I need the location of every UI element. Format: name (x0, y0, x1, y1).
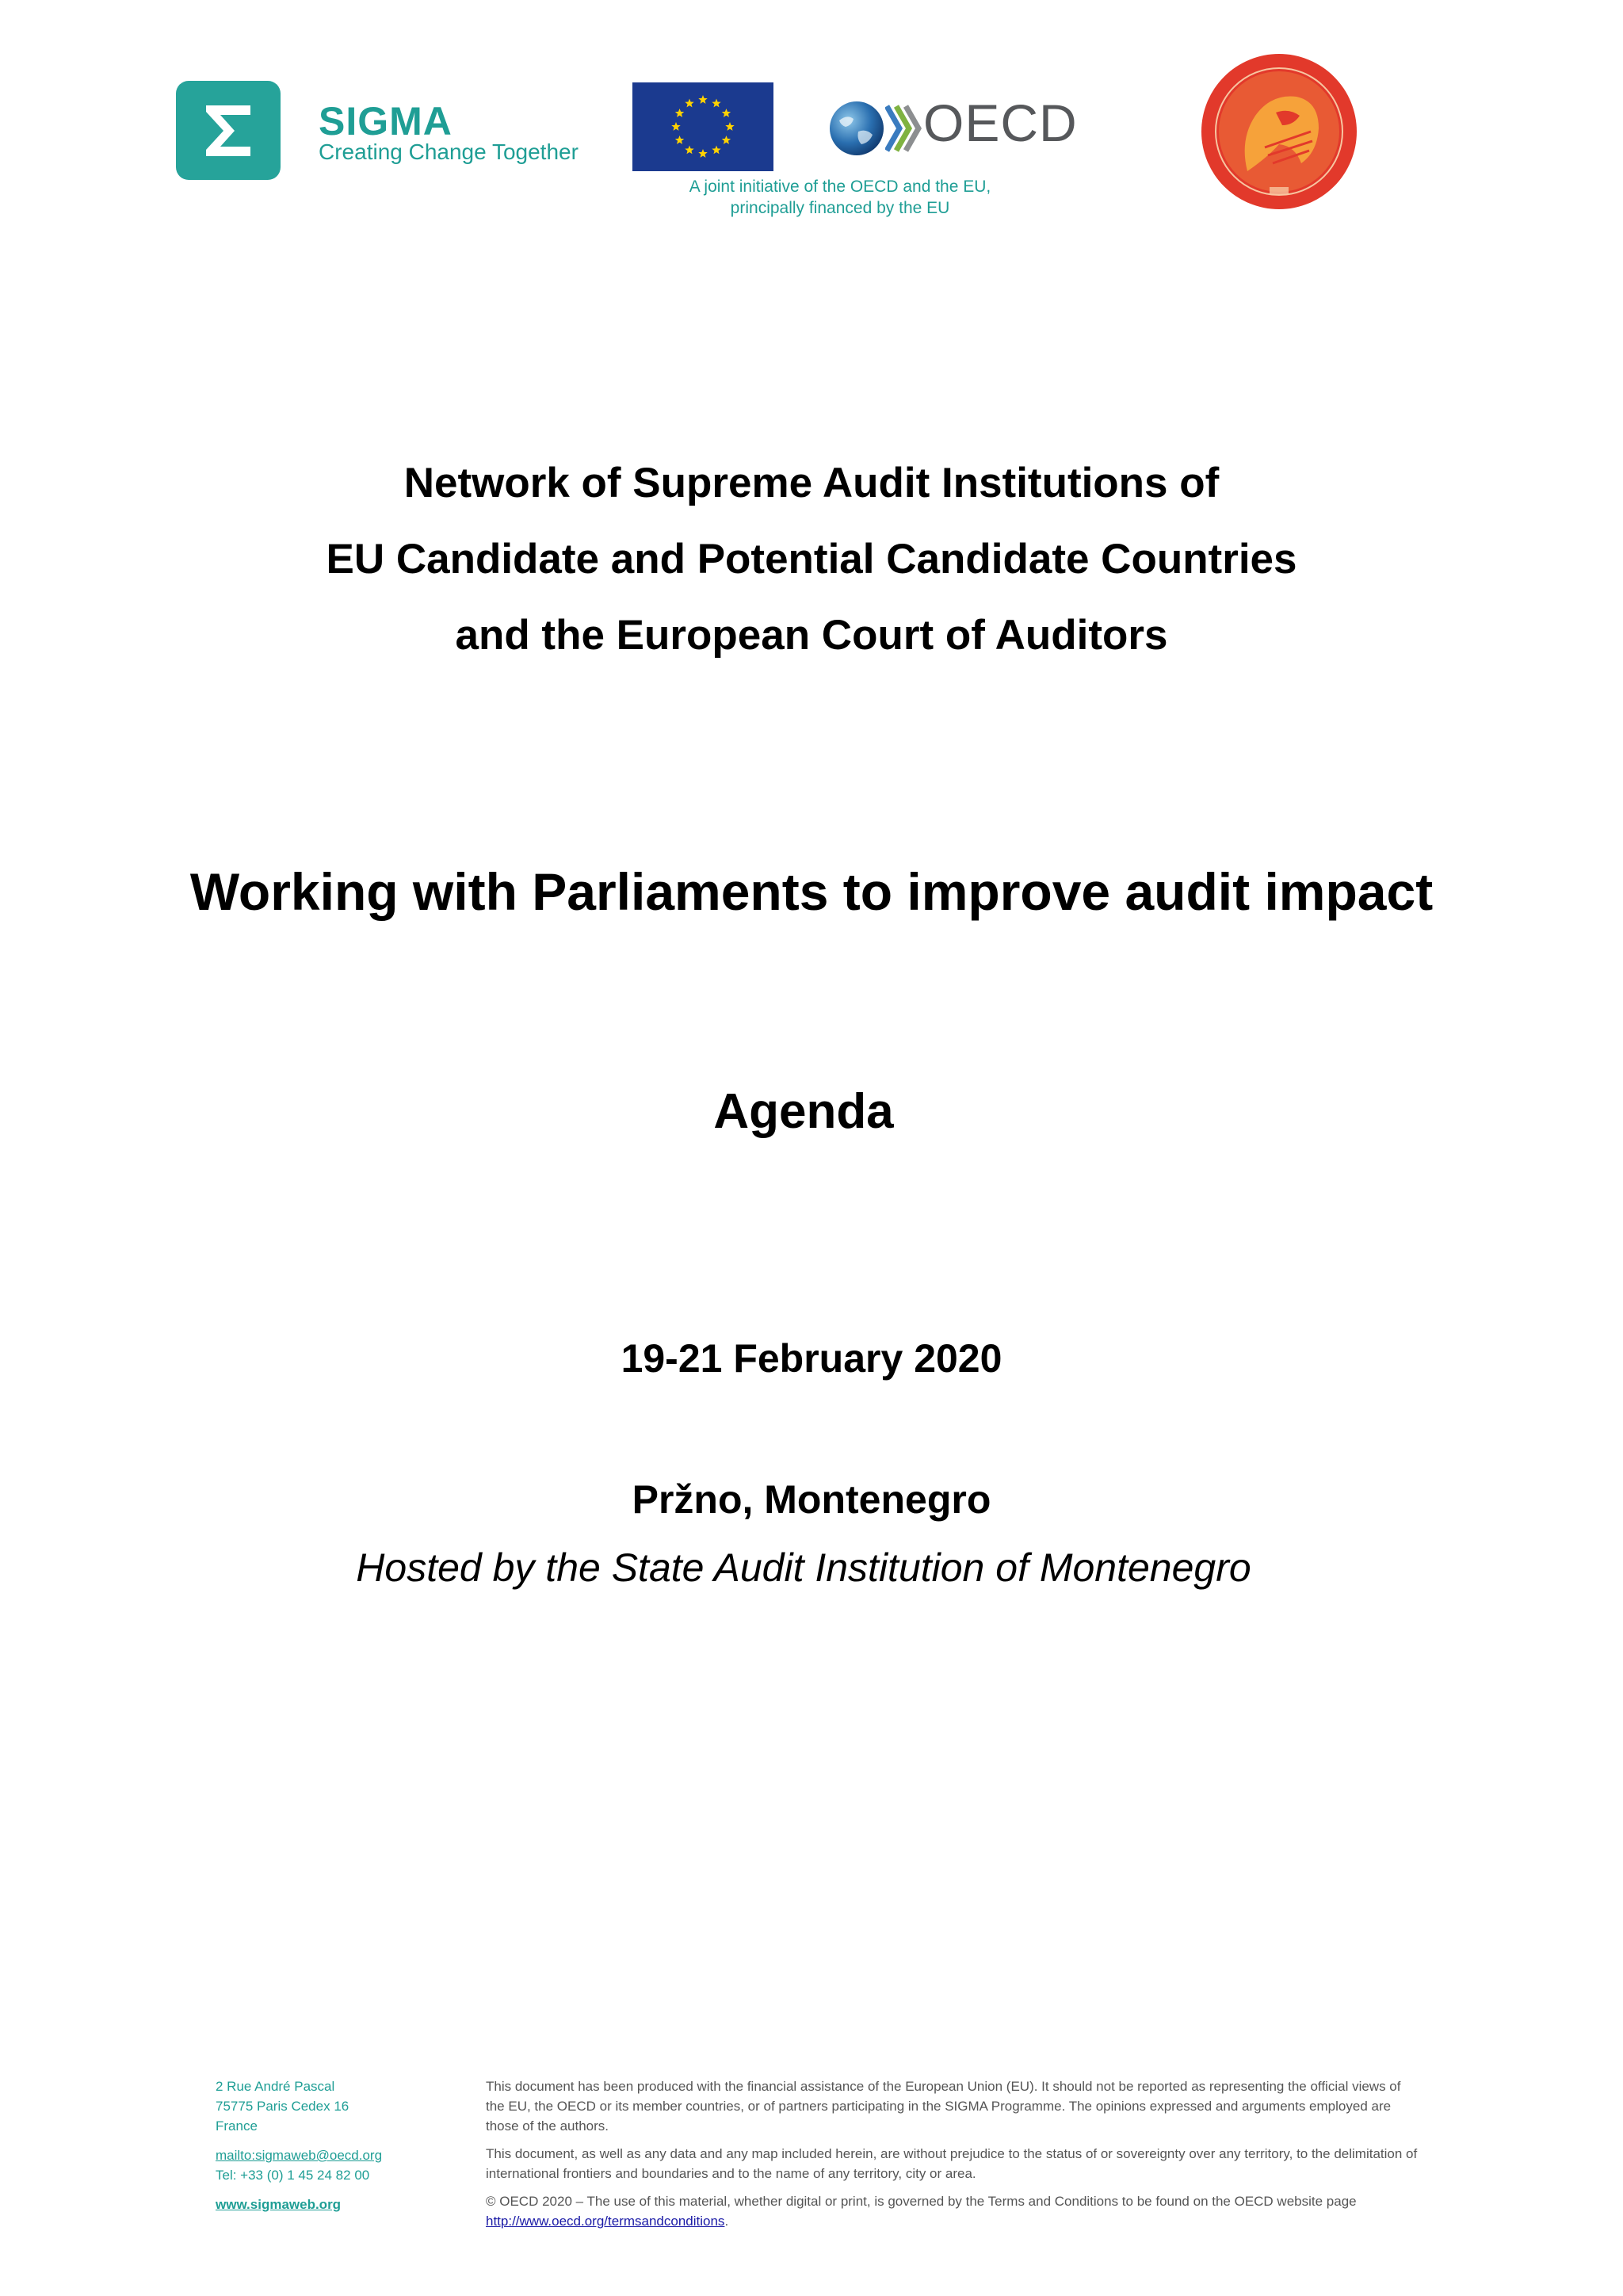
event-host: Hosted by the State Audit Institution of Montenegro (356, 1545, 1251, 1590)
eu-stars-icon (632, 82, 773, 171)
sigma-logo-mark (176, 81, 281, 180)
address-line-3: France (216, 2118, 258, 2134)
eu-star-icon (675, 109, 684, 117)
eu-star-icon (722, 136, 731, 144)
footer-contact (216, 2076, 437, 2214)
network-line-3: and the European Court of Auditors (455, 612, 1168, 659)
disclaimer-territory: This document, as well as any data and any map included herein, are without prejudice to the status of or sovereignty over any territory, to the delimitation of international frontiers and boundaries and to the name of any territory, city or area. (486, 2146, 1418, 2181)
website-link[interactable]: www.sigmaweb.org (216, 2197, 342, 2212)
network-heading (0, 445, 1623, 674)
email-link[interactable]: mailto:sigmaweb@oecd.org (216, 2148, 383, 2163)
agenda-heading: Agenda (713, 1084, 894, 1139)
oecd-chevrons-icon (885, 103, 922, 154)
copyright-text: © OECD 2020 – The use of this material, whether digital or print, is governed by the Terms and Conditions to be found on the OECD website page (486, 2194, 1357, 2209)
eu-star-icon (675, 136, 684, 144)
joint-initiative-caption (666, 176, 1014, 219)
event-location: Pržno, Montenegro (632, 1477, 991, 1522)
eu-star-icon (712, 145, 720, 154)
event-dates: 19-21 February 2020 (621, 1336, 1002, 1381)
address-line-1: 2 Rue André Pascal (216, 2079, 335, 2094)
eu-star-icon (725, 122, 734, 131)
eu-star-icon (671, 122, 680, 131)
disclaimer-eu-funding: This document has been produced with the financial assistance of the European Union (EU). It should not be reported as representing the official views of the EU, the OECD or its member countries, or of partners participating in the SIGMA Programme. The opinions expressed and arguments employed are those of the authors. (486, 2079, 1401, 2134)
terms-link[interactable]: http://www.oecd.org/termsandconditions (486, 2214, 725, 2229)
oecd-globe-icon (828, 100, 885, 157)
footer-disclaimer (486, 2076, 1421, 2239)
sigma-icon (197, 99, 260, 162)
network-line-2: EU Candidate and Potential Candidate Countries (326, 536, 1297, 583)
sigma-logo-text: SIGMA (319, 99, 453, 143)
joint-line-2: principally financed by the EU (730, 199, 950, 217)
address-line-2: 75775 Paris Cedex 16 (216, 2099, 349, 2114)
oecd-logo-text: OECD (923, 94, 1078, 152)
copyright-suffix: . (724, 2214, 729, 2229)
sigma-tagline: Creating Change Together (319, 139, 579, 164)
joint-line-1: A joint initiative of the OECD and the EU, (689, 178, 991, 196)
state-audit-institution-seal-icon (1200, 52, 1358, 211)
eu-star-icon (712, 99, 720, 108)
network-line-1: Network of Supreme Audit Institutions of (403, 460, 1220, 506)
eu-star-icon (722, 109, 731, 117)
eu-flag-logo (632, 82, 773, 171)
eu-star-icon (685, 145, 693, 154)
phone-number: Tel: +33 (0) 1 45 24 82 00 (216, 2168, 370, 2183)
eu-star-icon (698, 149, 707, 158)
document-title: Working with Parliaments to improve audit impact (189, 862, 1434, 921)
eu-star-icon (698, 95, 707, 104)
eu-star-icon (685, 99, 693, 108)
copyright-notice (486, 2191, 1421, 2231)
